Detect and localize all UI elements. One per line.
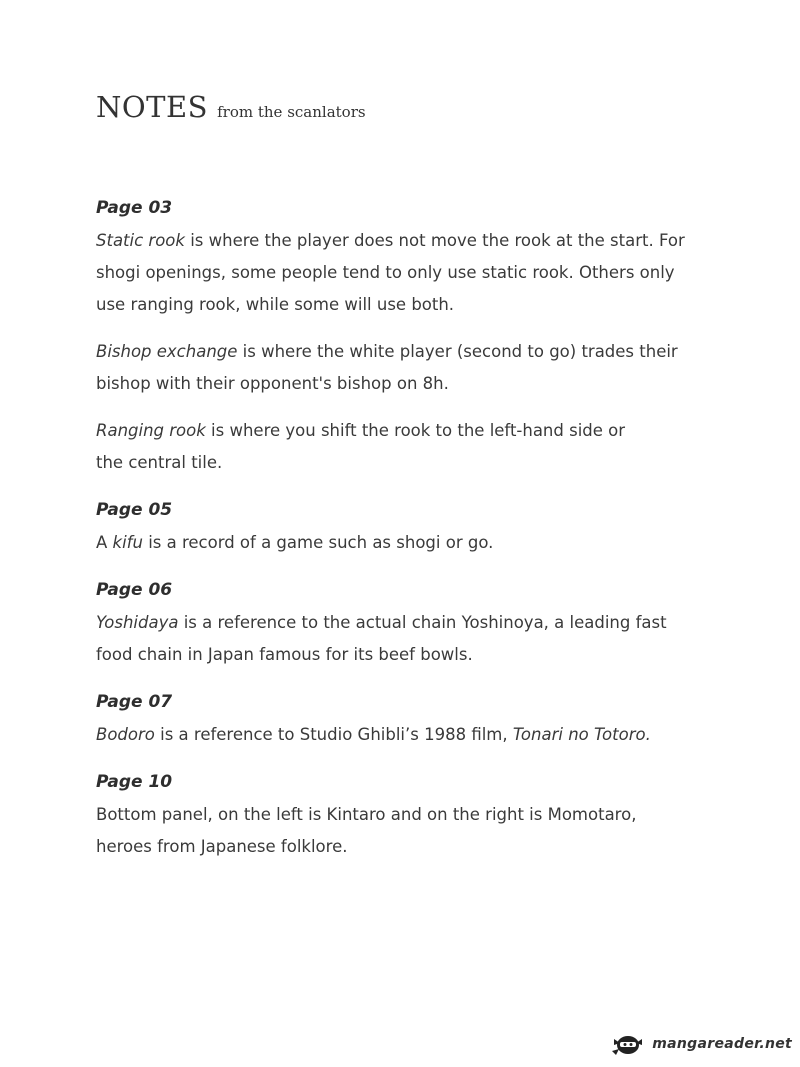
note-text: is a reference to the actual chain Yoshinoya, a leading fast food chain in Japan famous for its beef bowls. <box>96 613 667 664</box>
note-section-page-03 <box>96 195 736 479</box>
note-term: Ranging rook <box>96 421 206 440</box>
note-paragraph <box>96 719 736 751</box>
note-section-page-10 <box>96 769 736 863</box>
note-paragraph <box>96 527 736 559</box>
ninja-logo-icon <box>610 1031 646 1057</box>
note-film-title: Tonari no Totoro. <box>512 725 651 744</box>
note-paragraph <box>96 225 696 321</box>
note-section-page-05 <box>96 497 736 559</box>
note-term: kifu <box>112 533 143 552</box>
title-notes: NOTES <box>96 90 209 124</box>
page-label: Page 05 <box>96 500 173 520</box>
title-subtitle: from the scanlators <box>217 103 366 121</box>
note-text: is where you shift the rook to the left-hand side or the central tile. <box>96 421 626 472</box>
page-label: Page 10 <box>96 772 173 792</box>
page-title <box>96 90 366 124</box>
note-text-prefix: A <box>96 533 113 552</box>
note-paragraph <box>96 799 676 863</box>
note-paragraph <box>96 415 656 479</box>
notes-list <box>96 195 736 881</box>
note-text: is where the player does not move the rook at the start. For shogi openings, some people tend to only use static rook. Others only use ranging rook, while some will use both. <box>96 231 685 314</box>
note-term: Static rook <box>96 231 185 250</box>
note-section-page-06 <box>96 577 736 671</box>
page-label: Page 07 <box>96 692 173 712</box>
note-term: Yoshidaya <box>96 613 179 632</box>
page-label: Page 03 <box>96 198 173 218</box>
page-label: Page 06 <box>96 580 173 600</box>
note-section-page-07 <box>96 689 736 751</box>
note-term: Bodoro <box>96 725 155 744</box>
note-text: is a record of a game such as shogi or go. <box>142 533 494 552</box>
note-text: is where the white player (second to go) trades their bishop with their opponent's bishop on 8h. <box>96 342 678 393</box>
note-paragraph <box>96 336 681 400</box>
note-text: Bottom panel, on the left is Kintaro and on the right is Momotaro, heroes from Japanese folklore. <box>96 805 637 856</box>
note-term: Bishop exchange <box>96 342 238 361</box>
watermark-text: mangareader.net <box>652 1036 792 1052</box>
note-paragraph <box>96 607 696 671</box>
note-text: is a reference to Studio Ghibli’s 1988 film, <box>154 725 513 744</box>
watermark <box>610 1031 792 1057</box>
